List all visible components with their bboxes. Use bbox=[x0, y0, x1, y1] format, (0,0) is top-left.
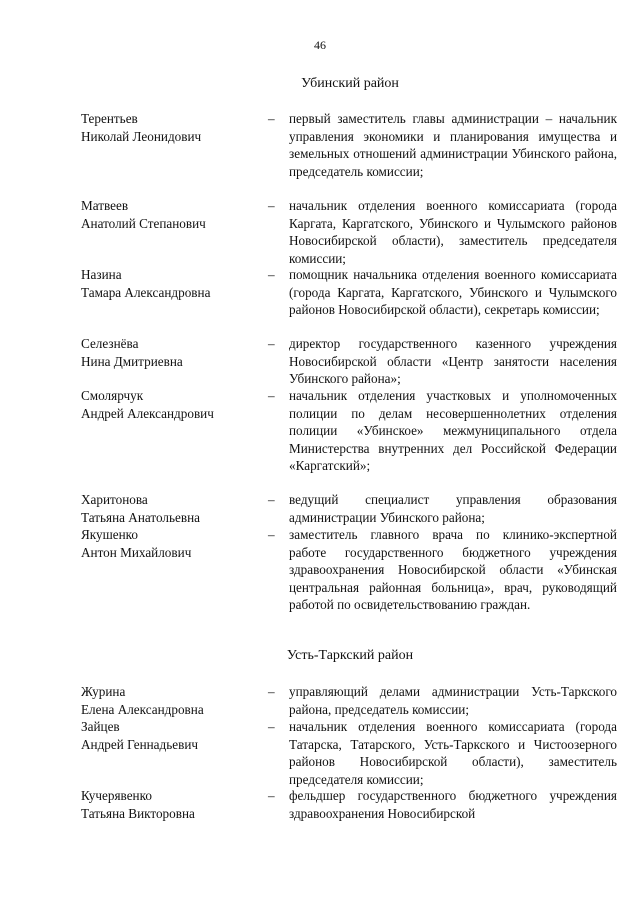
dash-separator: – bbox=[268, 388, 275, 403]
member-given-name: Николай Леонидович bbox=[81, 128, 202, 144]
member-role: начальник отделения военного комиссариата (города Татарска, Татарского, Усть-Таркского и Чистоозерного районов Новосибирской области), заместитель председателя комиссии; bbox=[289, 719, 617, 787]
member-name bbox=[81, 526, 271, 561]
member-name bbox=[81, 387, 271, 422]
member-name bbox=[81, 683, 271, 718]
member-surname: Назина bbox=[81, 267, 122, 282]
member-role: начальник отделения участковых и уполномоченных полиции по делам несовершеннолетних отделения полиции «Убинское» межмуниципального отдела Министерства внутренних дел Российской Федерации «Каргатский»; bbox=[289, 388, 617, 474]
member-surname: Смолярчук bbox=[81, 388, 144, 403]
member-given-name: Андрей Александрович bbox=[81, 405, 214, 421]
section-title: Убинский район bbox=[301, 76, 399, 91]
member-role: фельдшер государственного бюджетного учреждения здравоохранения Новосибирской bbox=[289, 788, 617, 821]
member-role: начальник отделения военного комиссариата (города Каргата, Каргатского, Убинского и Чулымского районов Новосибирской области), заместитель председателя комиссии; bbox=[289, 198, 617, 266]
section-title-ubinsky bbox=[0, 76, 640, 92]
member-role: первый заместитель главы администрации – начальник управления экономики и планирования имущества и земельных отношений администрации Убинского района, председатель комиссии; bbox=[289, 111, 617, 179]
member-given-name: Антон Михайлович bbox=[81, 544, 192, 560]
dash-separator: – bbox=[268, 336, 275, 351]
member-name bbox=[81, 491, 271, 526]
member-given-name: Елена Александровна bbox=[81, 701, 204, 717]
member-role: ведущий специалист управления образования администрации Убинского района; bbox=[289, 492, 617, 525]
dash-separator: – bbox=[268, 788, 275, 803]
dash-separator: – bbox=[268, 198, 275, 213]
member-given-name: Нина Дмитриевна bbox=[81, 353, 183, 369]
member-name bbox=[81, 718, 271, 753]
member-name bbox=[81, 787, 271, 822]
member-name bbox=[81, 335, 271, 370]
dash-separator: – bbox=[268, 684, 275, 699]
member-surname: Кучерявенко bbox=[81, 788, 152, 803]
dash-separator: – bbox=[268, 527, 275, 542]
member-name bbox=[81, 110, 271, 145]
member-name bbox=[81, 266, 271, 301]
section-title-ust-tarksky bbox=[0, 648, 640, 664]
member-role: помощник начальника отделения военного комиссариата (города Каргата, Каргатского, Убинского и Чулымского районов Новосибирской области), секретарь комиссии; bbox=[289, 267, 617, 318]
section-title: Усть-Таркский район bbox=[286, 648, 414, 663]
dash-separator: – bbox=[268, 267, 275, 282]
member-name bbox=[81, 197, 271, 232]
member-surname: Терентьев bbox=[81, 111, 138, 126]
member-given-name: Тамара Александровна bbox=[81, 284, 211, 300]
member-surname: Зайцев bbox=[81, 719, 120, 734]
member-given-name: Татьяна Викторовна bbox=[81, 805, 195, 821]
member-given-name: Андрей Геннадьевич bbox=[81, 736, 199, 752]
member-surname: Матвеев bbox=[81, 198, 129, 213]
dash-separator: – bbox=[268, 111, 275, 126]
member-role: управляющий делами администрации Усть-Таркского района, председатель комиссии; bbox=[289, 684, 617, 717]
page-number: 46 bbox=[314, 38, 326, 52]
member-given-name: Анатолий Степанович bbox=[81, 215, 206, 231]
member-surname: Якушенко bbox=[81, 527, 139, 542]
dash-separator: – bbox=[268, 719, 275, 734]
member-role: заместитель главного врача по клинико-экспертной работе государственного бюджетного учреждения здравоохранения Новосибирской области «Убинская центральная районная больница», врач, руководящий работой по освидетельствованию граждан. bbox=[289, 527, 617, 613]
member-surname: Харитонова bbox=[81, 492, 148, 507]
member-given-name: Татьяна Анатольевна bbox=[81, 509, 200, 525]
dash-separator: – bbox=[268, 492, 275, 507]
member-role: директор государственного казенного учреждения Новосибирской области «Центр занятости населения Убинского района»; bbox=[289, 336, 617, 387]
member-surname: Селезнёва bbox=[81, 336, 139, 351]
member-surname: Журина bbox=[81, 684, 126, 699]
